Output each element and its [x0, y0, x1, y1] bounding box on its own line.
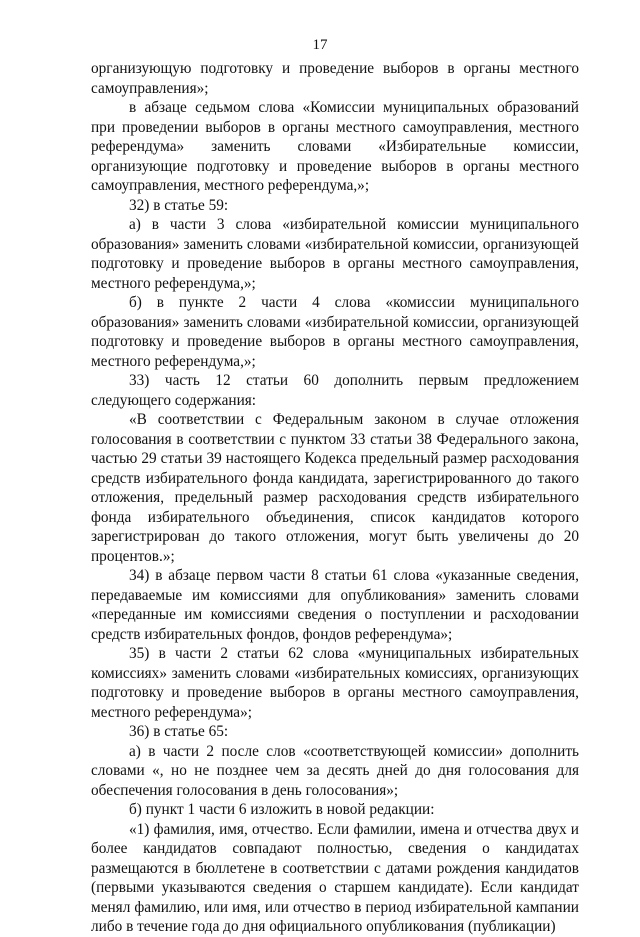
paragraph: «В соответствии с Федеральным законом в случае отложения голосования в соответствии с пунктом 33 статьи 38 Федерального закона, частью 29 статьи 39 настоящего Кодекса предельный размер расходования средств избирательного фонда кандидата, зарегистрированного до такого отложения, предельный размер расходования средств избирательного фонда избирательного объединения, список кандидатов которого зарегистрирован до такого отложения, могут быть увеличены до 20 процентов.»; [91, 411, 579, 565]
page-number: 17 [312, 37, 328, 53]
paragraph: а) в части 3 слова «избирательной комиссии муниципального образования» заменить словами «избирательной комиссии, организующей подготовку и проведение выборов в органы местного самоуправления, местного референдума,»; [91, 216, 579, 292]
paragraph: а) в части 2 после слов «соответствующей комиссии» дополнить словами «, но не позднее чем за десять дней до дня голосования для обеспечения голосования в день голосования»; [91, 742, 579, 799]
paragraph: б) в пункте 2 части 4 слова «комиссии муниципального образования» заменить словами «избирательной комиссии, организующей подготовку и проведение выборов в органы местного самоуправления, местного референдума,»; [91, 294, 579, 370]
paragraph: 36) в статье 65: [129, 723, 229, 740]
paragraph: в абзаце седьмом слова «Комиссии муниципальных образований при проведении выборов в органы местного самоуправления, местного референдума» заменить словами «Избирательные комиссии, организующие подготовку и проведение выборов в органы местного самоуправления, местного референдума,»; [91, 99, 579, 194]
paragraph: 34) в абзаце первом части 8 статьи 61 слова «указанные сведения, передаваемые им комиссиями для опубликования» заменить словами «переданные им комиссиями сведения о поступлении и расходовании средств избирательных фондов, фондов референдума»; [91, 567, 579, 643]
paragraph: 33) часть 12 статьи 60 дополнить первым предложением следующего содержания: [91, 372, 579, 409]
paragraph: 32) в статье 59: [129, 196, 229, 214]
paragraph: 35) в части 2 статьи 62 слова «муниципальных избирательных комиссиях» заменить словами «избирательных комиссиях, организующих подготовку и проведение выборов в органы местного самоуправления, местного референдума»; [91, 645, 579, 721]
paragraph: организующую подготовку и проведение выборов в органы местного самоуправления»; [91, 60, 579, 97]
document-body [91, 59, 579, 937]
paragraph: «1) фамилия, имя, отчество. Если фамилии, имена и отчества двух и более кандидатов совпадают полностью, сведения о кандидатах размещаются в бюллетене в соответствии с датами рождения кандидатов (первыми указываются сведения о старшем кандидате). Если кандидат менял фамилию, или имя, или отчество в период избирательной кампании либо в течение года до дня официального опубликования (публикации) [91, 820, 579, 935]
paragraph: б) пункт 1 части 6 изложить в новой редакции: [129, 801, 435, 818]
